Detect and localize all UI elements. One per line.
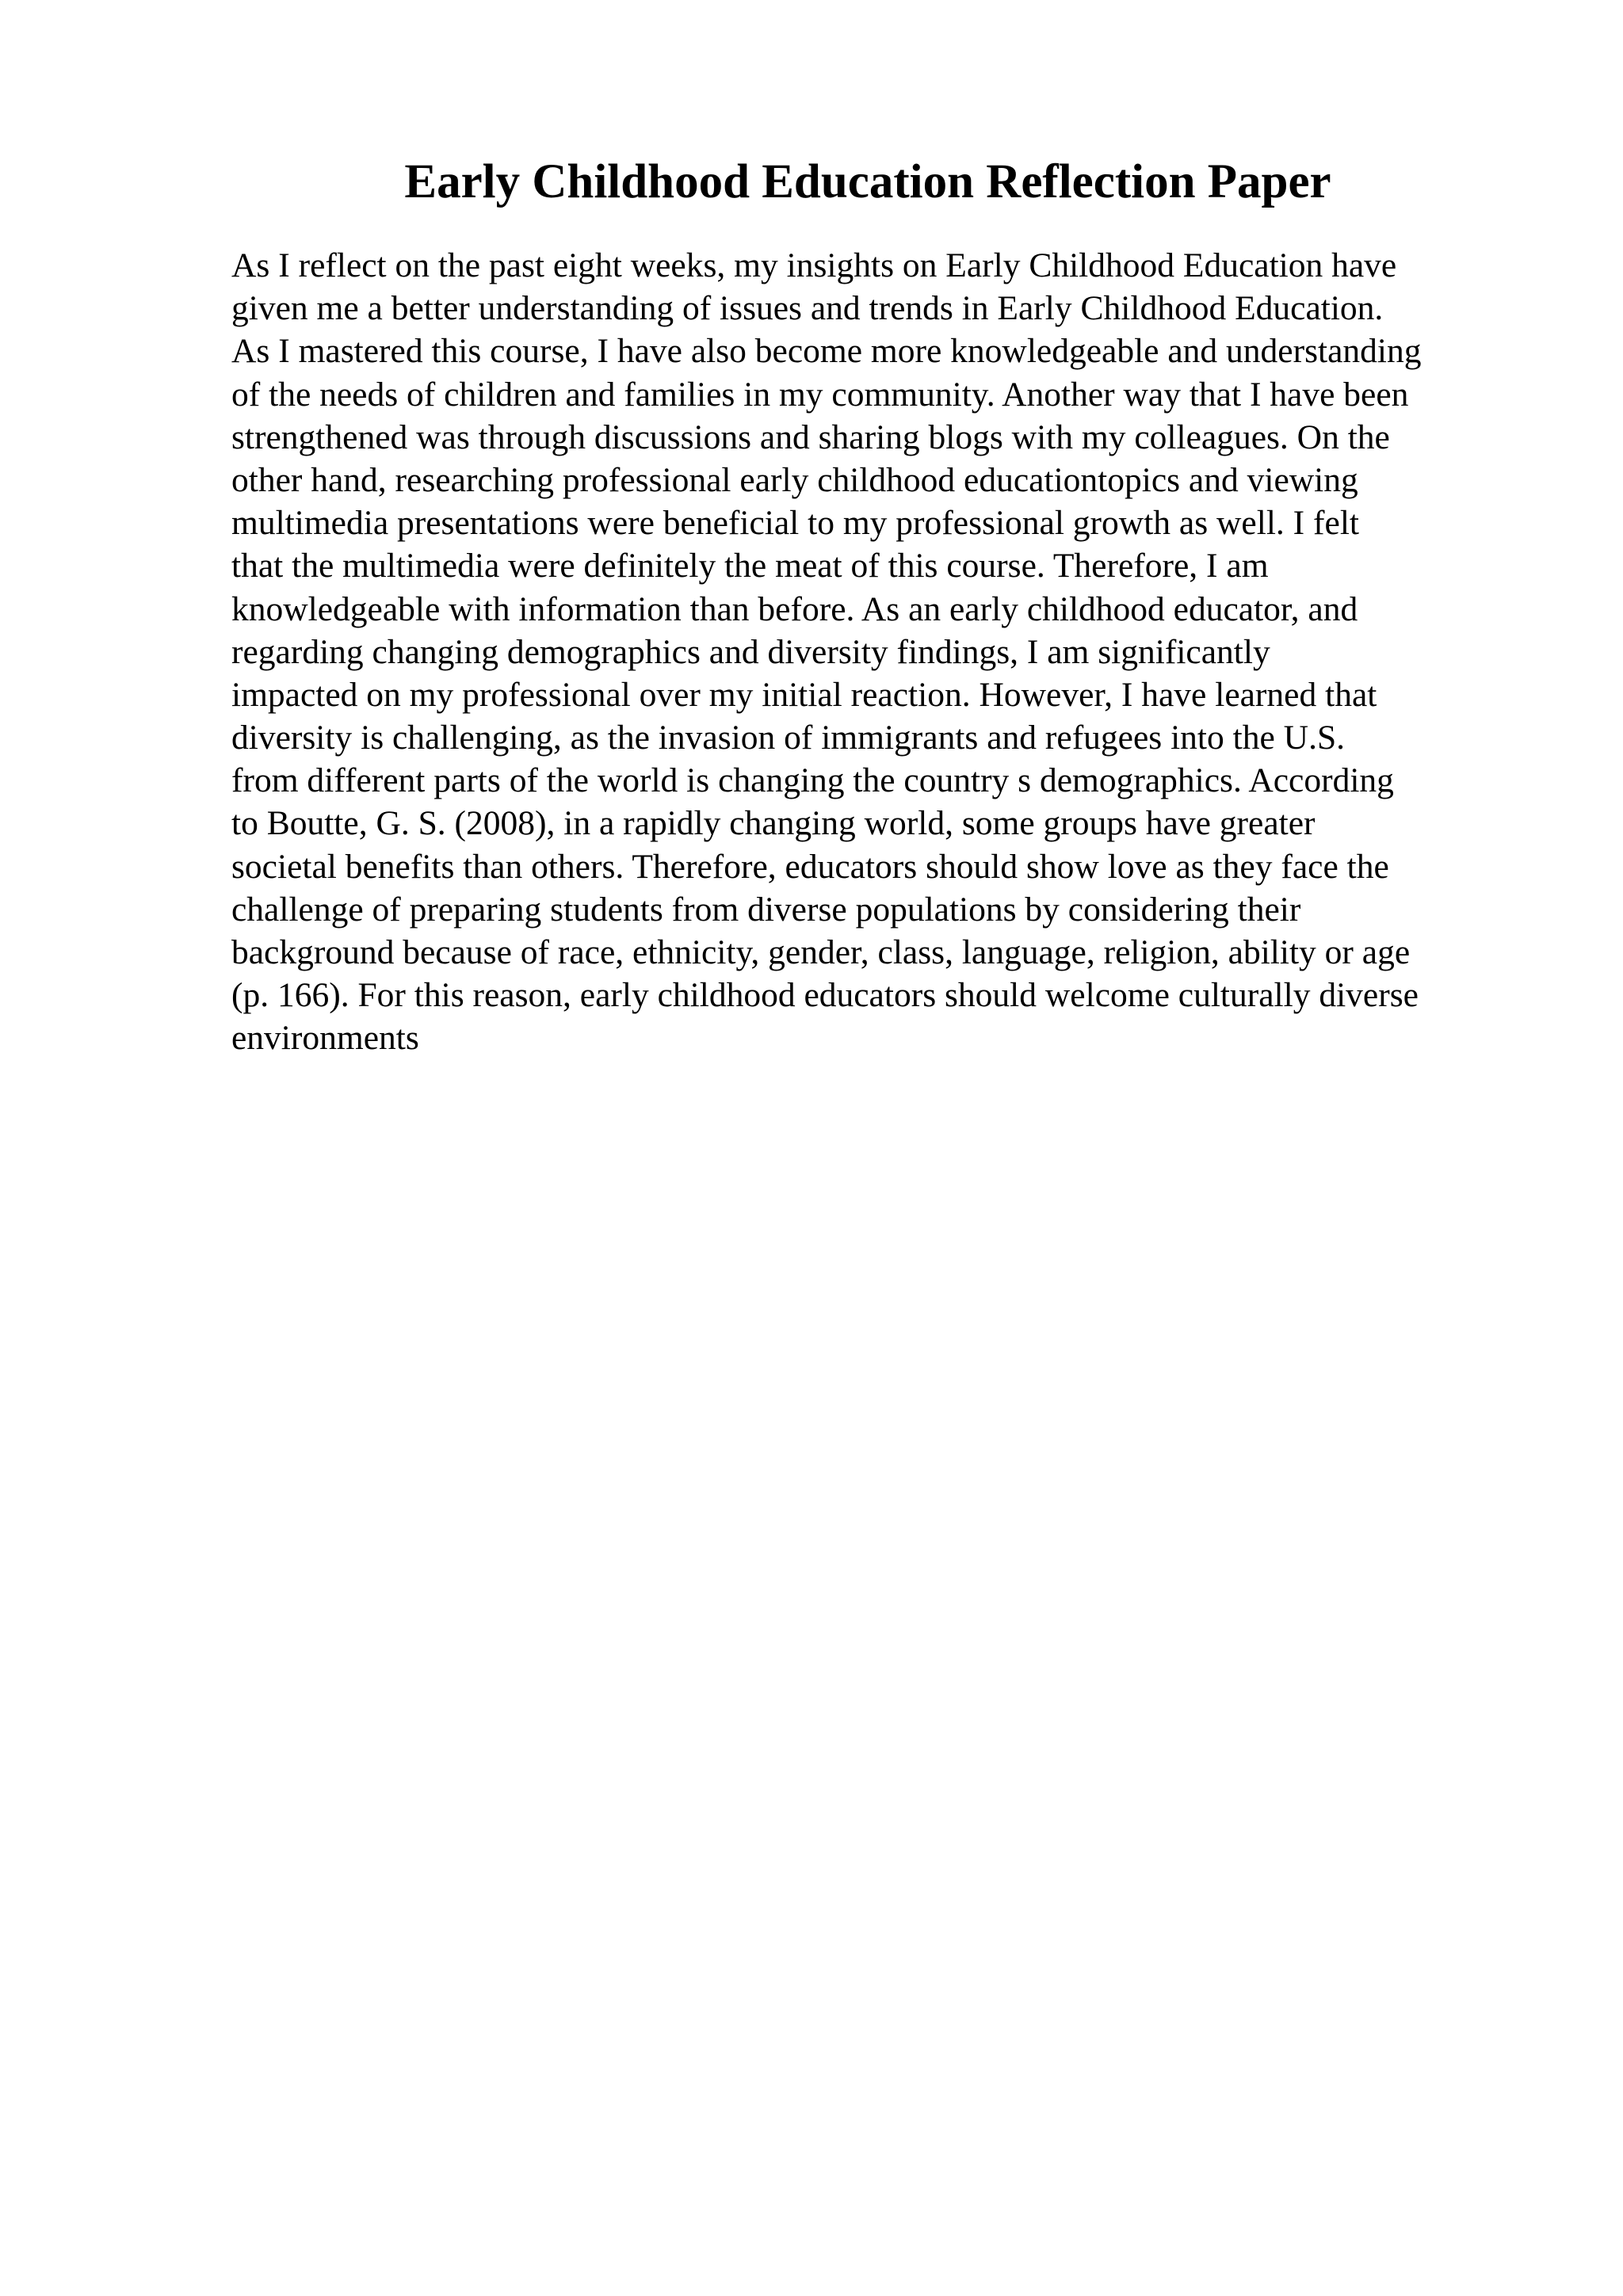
paragraph-line: to Boutte, G. S. (2008), in a rapidly changing world, some groups have greater — [231, 804, 1316, 843]
paragraph-line: societal benefits than others. Therefore, educators should show love as they face the — [231, 847, 1389, 886]
paragraph-line: of the needs of children and families in my community. Another way that I have been — [231, 375, 1409, 414]
paragraph-line: that the multimedia were definitely the meat of this course. Therefore, I am — [231, 547, 1269, 585]
paragraph-line: strengthened was through discussions and sharing blogs with my colleagues. On the — [231, 418, 1390, 456]
body-paragraph — [231, 244, 1610, 1060]
paragraph-line: regarding changing demographics and diversity findings, I am significantly — [231, 632, 1270, 671]
paragraph-line: other hand, researching professional early childhood educationtopics and viewing — [231, 460, 1358, 499]
paragraph-line: knowledgeable with information than before. As an early childhood educator, and — [231, 589, 1358, 628]
paragraph-line: (p. 166). For this reason, early childhood educators should welcome culturally diverse — [231, 976, 1419, 1015]
paragraph-line: As I reflect on the past eight weeks, my insights on Early Childhood Education have — [231, 246, 1397, 284]
paragraph-line: challenge of preparing students from diverse populations by considering their — [231, 890, 1301, 929]
document-title: Early Childhood Education Reflection Paper — [404, 155, 1331, 208]
paragraph-line: impacted on my professional over my initial reaction. However, I have learned that — [231, 675, 1377, 714]
paragraph-line: diversity is challenging, as the invasion of immigrants and refugees into the U.S. — [231, 719, 1346, 757]
paragraph-line: environments — [231, 1019, 419, 1058]
paragraph-line: As I mastered this course, I have also become more knowledgeable and understanding — [231, 332, 1422, 371]
paragraph-line: from different parts of the world is changing the country s demographics. According — [231, 761, 1394, 800]
paragraph-line: given me a better understanding of issues and trends in Early Childhood Education. — [231, 289, 1384, 328]
paragraph-line: multimedia presentations were beneficial to my professional growth as well. I felt — [231, 504, 1359, 543]
paragraph-line: background because of race, ethnicity, gender, class, language, religion, ability or age — [231, 933, 1411, 971]
